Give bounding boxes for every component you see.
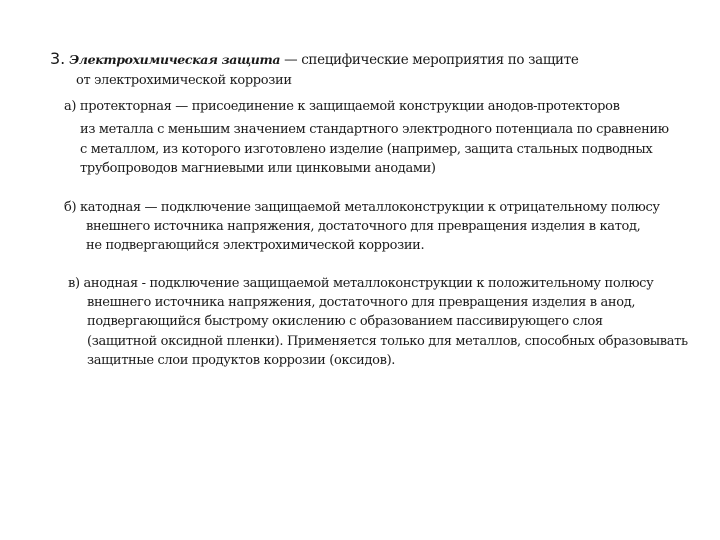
item-line: из металла с меньшим значением стандартного электродного потенциала по сравнению (80, 122, 669, 137)
item-line: а) протекторная — присоединение к защищаемой конструкции анодов-протекторов (64, 99, 620, 114)
item-line: внешнего источника напряжения, достаточного для превращения изделия в анод, (87, 295, 636, 310)
heading-line (50, 50, 578, 69)
item-line: не подвергающийся электрохимической коррозии. (86, 238, 425, 253)
item-line: трубопроводов магниевыми или цинковыми анодами) (80, 161, 436, 176)
item-line: внешнего источника напряжения, достаточного для превращения изделия в катод, (86, 219, 641, 234)
item-line: подвергающийся быстрому окислению с образованием пассивирующего слоя (87, 314, 603, 329)
heading-term: Электрохимическая защита (69, 52, 281, 67)
heading-continuation: от электрохимической коррозии (76, 73, 292, 88)
item-line: в) анодная - подключение защищаемой металлоконструкции к положительному полюсу (68, 276, 654, 291)
heading-number: 3. (50, 49, 66, 68)
item-line: б) катодная — подключение защищаемой металлоконструкции к отрицательному полюсу (64, 200, 660, 215)
heading-definition: — специфические мероприятия по защите (280, 52, 579, 68)
item-line: с металлом, из которого изготовлено изделие (например, защита стальных подводных (80, 142, 653, 157)
item-line: (защитной оксидной пленки). Применяется только для металлов, способных образовывать (87, 334, 688, 349)
item-line: защитные слои продуктов коррозии (оксидов). (87, 353, 396, 368)
